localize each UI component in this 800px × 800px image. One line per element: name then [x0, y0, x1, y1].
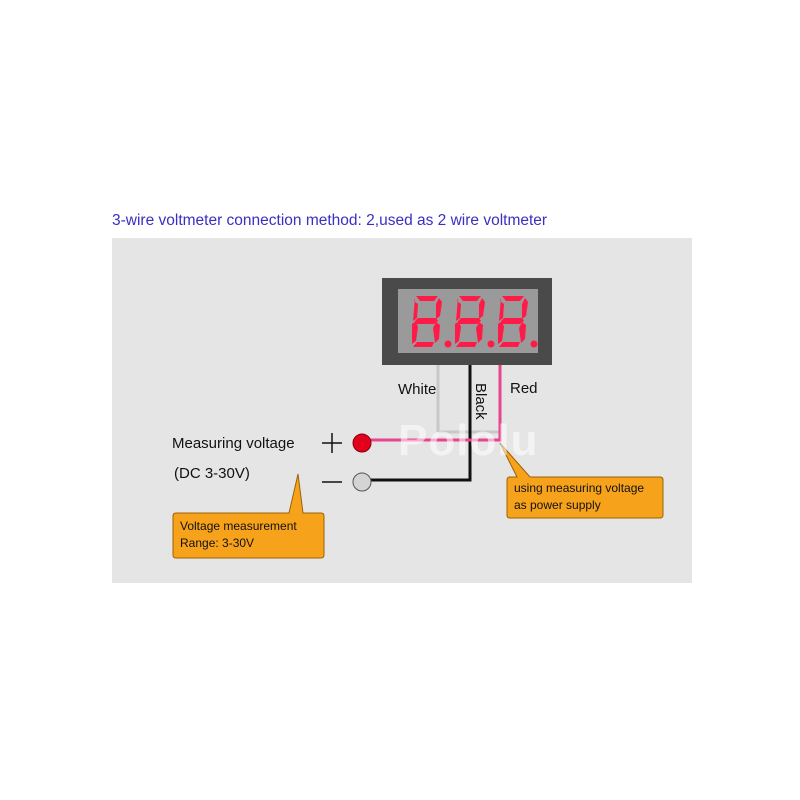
negative-terminal [353, 473, 371, 491]
power-callout-line1: using measuring voltage [514, 481, 645, 495]
red-wire-label: Red [510, 380, 538, 397]
power-callout-line2: as power supply [514, 498, 601, 512]
range-callout-line2: Range: 3-30V [180, 536, 255, 550]
watermark: Pololu [398, 416, 539, 465]
voltage-range-label: (DC 3-30V) [174, 465, 250, 482]
range-callout-line1: Voltage measurement [180, 519, 297, 533]
measuring-voltage-label: Measuring voltage [172, 435, 295, 452]
black-wire-label: Black [472, 383, 489, 420]
white-wire-label: White [398, 381, 437, 398]
diagram-title: 3-wire voltmeter connection method: 2,used as 2 wire voltmeter [112, 212, 548, 229]
positive-terminal [353, 434, 371, 452]
